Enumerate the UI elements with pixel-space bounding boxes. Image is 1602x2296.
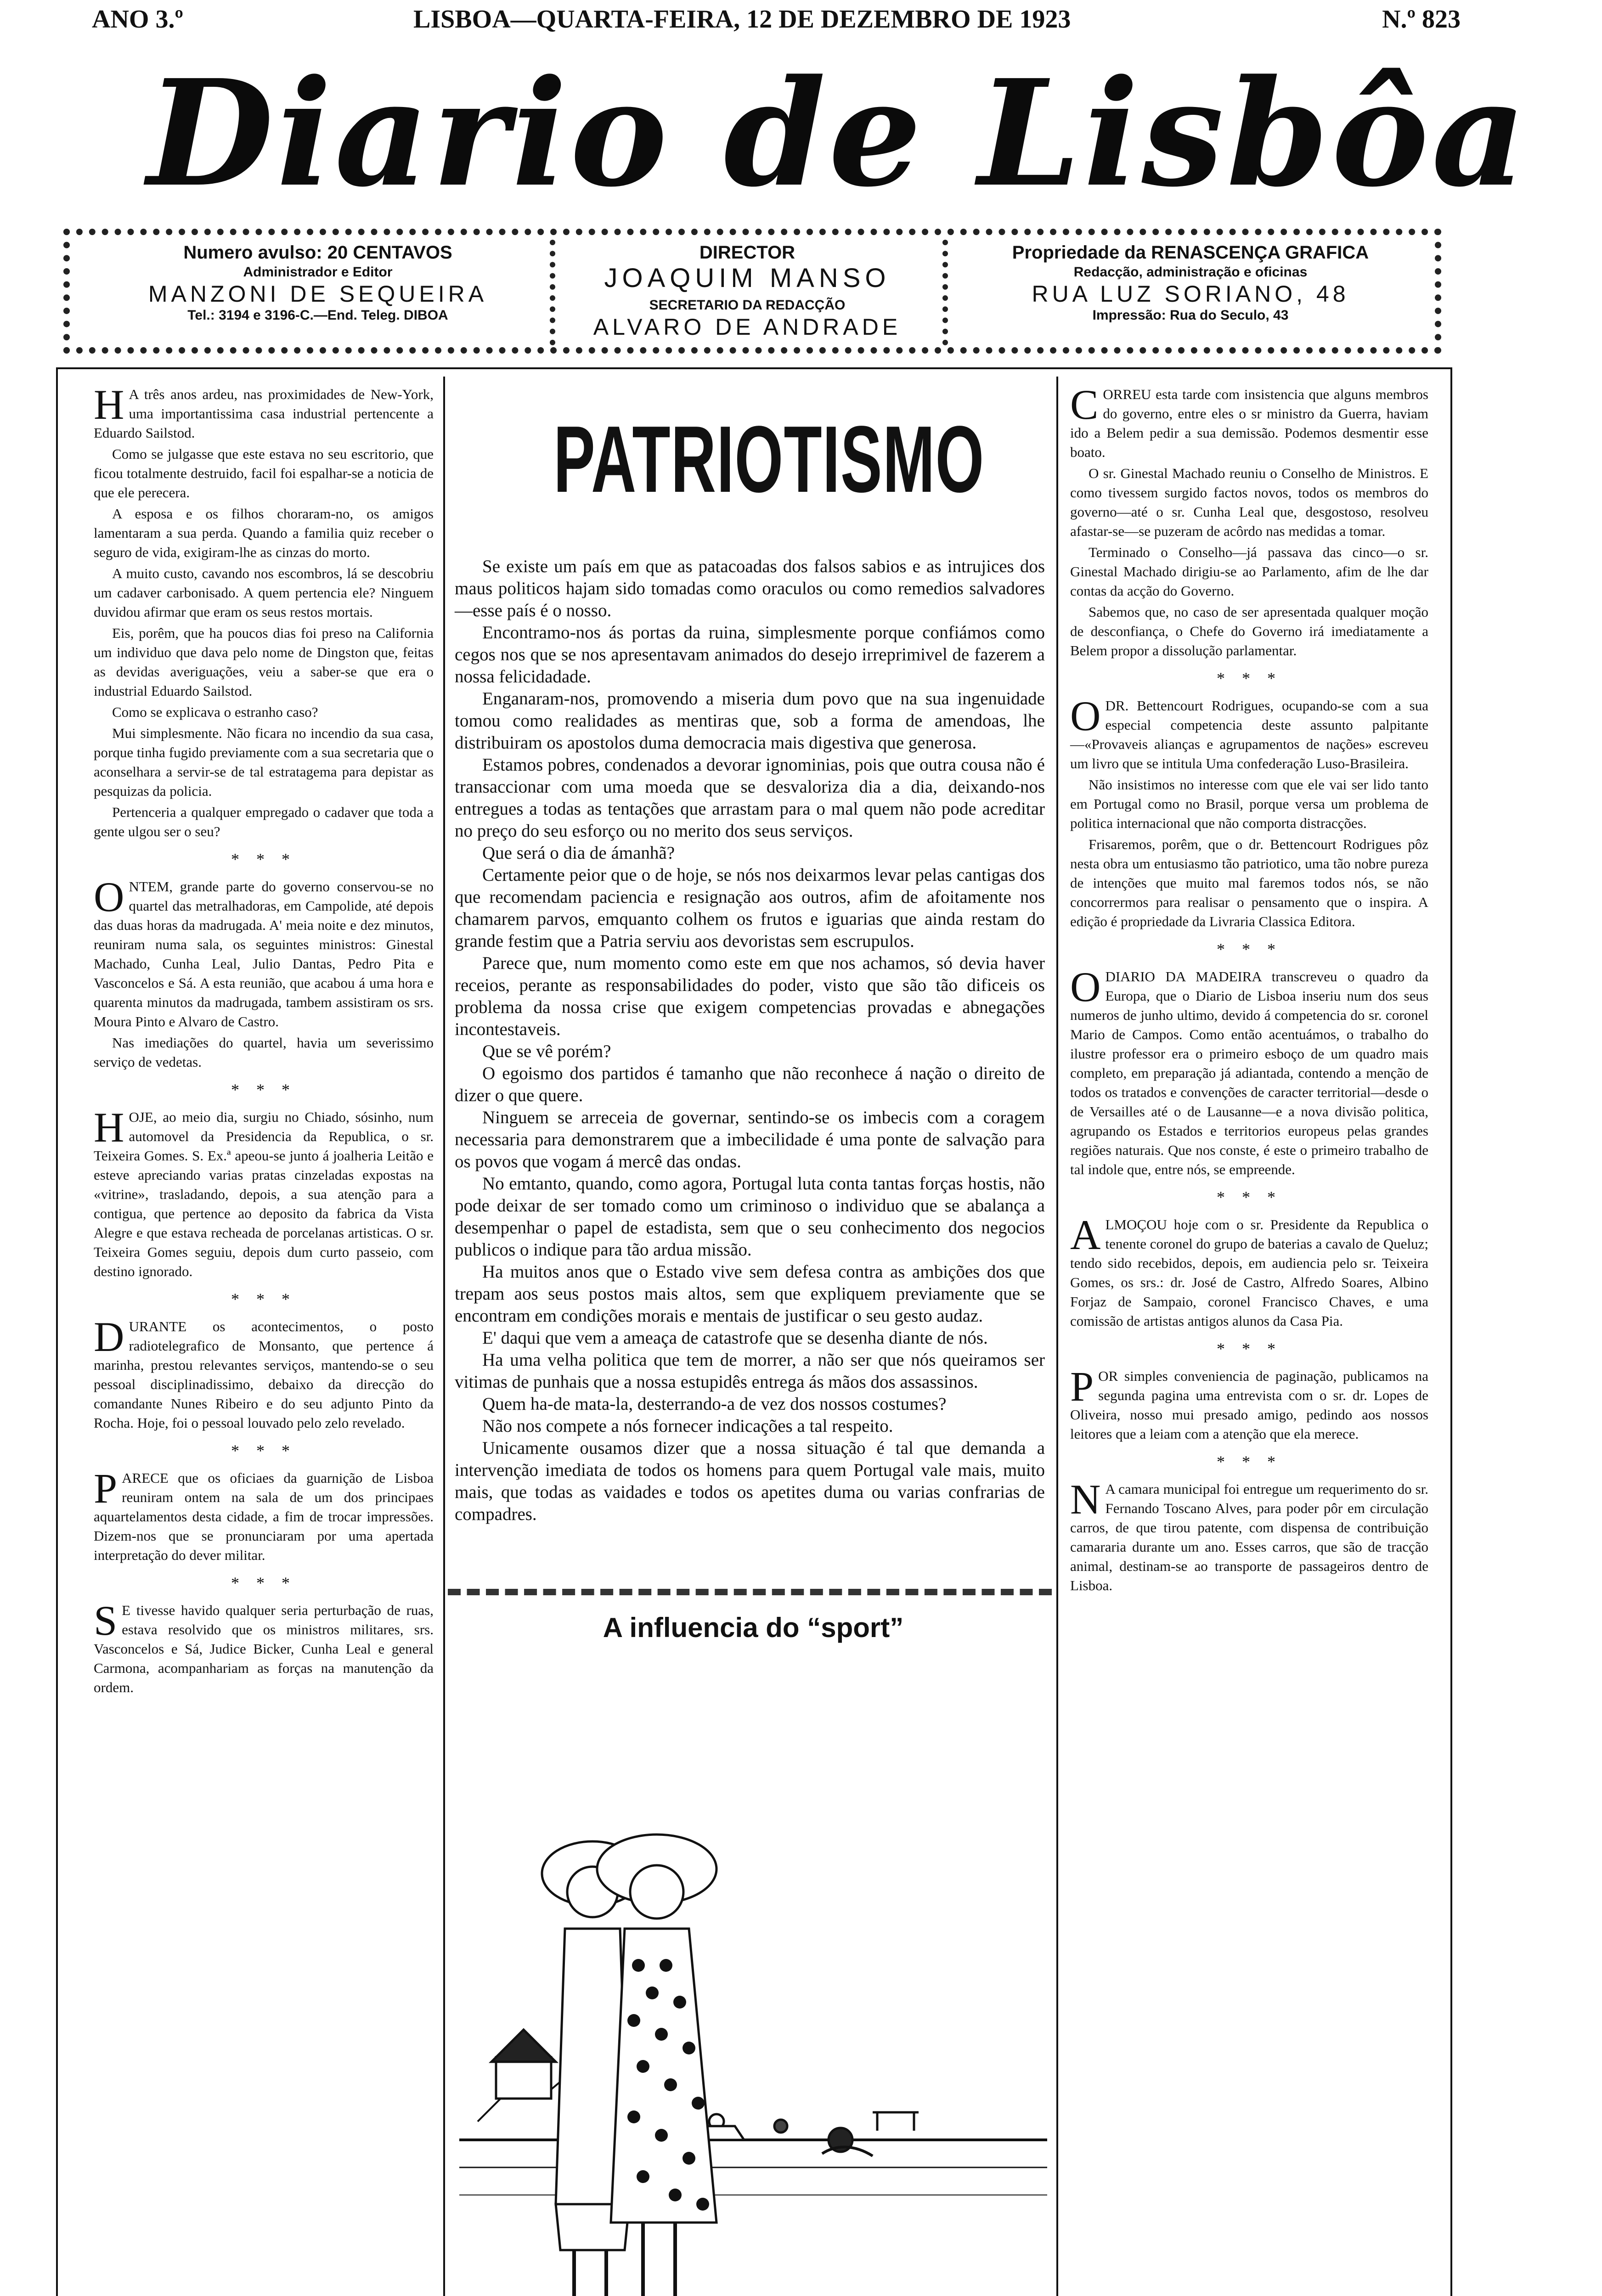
editorial-paragraph: Encontramo-nos ás portas da ruina, simplesmente porque confiámos como cegos nos que se nos apresentavam animados do desejo irreprimivel de fazerem a nossa felicidadade. (455, 623, 1045, 687)
news-item (1070, 1363, 1428, 1444)
frame-top (56, 367, 1452, 369)
news-item (1070, 963, 1428, 1179)
issue-number: N.º 823 (1382, 5, 1461, 34)
news-text: OR simples conveniencia de paginação, publicamos na segunda pagina uma entrevista com o sr. dr. Lopes de Oliveira, nosso mui presado amigo, pedindo aos nossos leitores que a leiam com a atenção que ela merece. (1070, 1368, 1428, 1442)
news-paragraph: Não insistimos no interesse com que ele vai ser lido tanto em Portugal como no Brasil, porque versa um problema de politica internacional que não comporta distracções. (1070, 777, 1428, 831)
news-paragraph: Terminado o Conselho—já passava das cinco—o sr. Ginestal Machado dirigiu-se ao Parlamento, afim de lhe dar contas da acção do Governo. (1070, 544, 1428, 599)
drop-cap: D (94, 1313, 124, 1360)
drop-cap: H (94, 381, 124, 428)
news-item (94, 1313, 434, 1433)
editorial-paragraph: No emtanto, quando, como agora, Portugal luta conta tantas forças hostis, não pode deixar de ser tomado como um criminoso o individuo que se abalança a desempenhar o papel de estadista, sem que o seu conhecimento dos negocios publicos o indique para tão ardua missão. (455, 1174, 1045, 1260)
news-item (94, 1465, 434, 1565)
editorial-paragraph: Estamos pobres, condenados a devorar ignominias, pois que outra cousa não é transaccionar com uma moeda que se desvaloriza dia a dia, deixando-nos entregues a todas as tentações que arrastam para o mal quem não pode acreditar no preço do seu esforço ou no merito dos seus serviços. (455, 755, 1045, 841)
editorial-paragraph: Ha uma velha politica que tem de morrer, a não ser que nós queiramos ser vitimas de punhais que a nossa estupidês entrega ás mãos dos assassinos. (455, 1350, 1045, 1392)
illustration-title: A influencia do “sport” (603, 1612, 904, 1643)
news-item (1070, 381, 1428, 462)
info-separator (550, 240, 555, 345)
news-paragraph: Nas imediações do quartel, havia um severissimo serviço de vedetas. (94, 1035, 434, 1070)
news-item (1070, 692, 1428, 773)
news-text: ARECE que os oficiaes da guarnição de Lisboa reuniram ontem na sala de um dos principaes aquartelamentos desta cidade, a fim de trocar impressões. Dizem-nos que se pronunciaram por uma apertada interpretação do dever militar. (94, 1470, 434, 1563)
drop-cap: S (94, 1597, 118, 1644)
masthead: Diario de Lisbôa (147, 47, 1529, 219)
news-item (94, 1104, 434, 1281)
section-stars: * * * (231, 1290, 296, 1308)
director-name: JOAQUIM MANSO (604, 263, 891, 293)
left-column (94, 381, 434, 1699)
editorial-paragraph: Ninguem se arreceia de governar, sentindo-se os imbecis com a coragem necessaria para demonstrarem que a imbecilidade é uma ponte de salvação para os povos que vogam á mercê das ondas. (455, 1108, 1045, 1171)
news-text: DIARIO DA MADEIRA transcreveu o quadro da Europa, que o Diario de Lisboa inseriu num dos seus numeros de junho ultimo, devido á competencia do sr. coronel Mario de Campos. Como então acentuámos, o trabalho do ilustre professor era o primeiro esboço de um quadro mais completo, em preparação já adiantada, contendo a menção de todos os tratados e convenções de caracter territorial—desde o de Versailles até o de Lausanne—e a nova divisão politica, agrupando os Estados e territorios europeus pelas grandes regiões naturais. Que nos conste, é este o primeiro trabalho de tal indole que, entre nós, se empreende. (1070, 968, 1428, 1177)
section-stars: * * * (1217, 1188, 1282, 1206)
year-label: ANO 3.º (92, 5, 183, 34)
drop-cap: O (94, 873, 124, 920)
drop-cap: A (1070, 1211, 1101, 1258)
info-right (956, 242, 1425, 346)
news-item (94, 873, 434, 1031)
address-label: RUA LUZ SORIANO, 48 (1032, 281, 1349, 307)
section-stars: * * * (1217, 669, 1282, 687)
editorial-paragraph: O egoismo dos partidos é tamanho que não reconhece á nação o direito de dizer o que quere. (455, 1064, 1045, 1105)
dateline: LISBOA—QUARTA-FEIRA, 12 DE DEZEMBRO DE 1923 (413, 5, 1071, 34)
column-rule (1056, 377, 1058, 2296)
drop-cap: C (1070, 381, 1099, 428)
news-item (94, 381, 434, 443)
drop-cap: O (1070, 963, 1101, 1010)
secretary-name: ALVARO DE ANDRADE (593, 314, 902, 340)
news-paragraph: O sr. Ginestal Machado reuniu o Conselho de Ministros. E como tivessem surgido factos novos, todos os membros do governo—até o sr. Cunha Leal que, desgostoso, resolveu afastar-se—se puzeram de acôrdo nas medidas a tomar. (1070, 465, 1428, 539)
column-rule (443, 377, 445, 2296)
news-paragraph: A muito custo, cavando nos escombros, lá se descobriu um cadaver carbonisado. A quem pertencia ele? Ninguem duvidou afirmar que eram os seus restos mortais. (94, 565, 434, 620)
editorial-paragraph: Que se vê porém? (482, 1041, 611, 1061)
news-text: A camara municipal foi entregue um requerimento do sr. Fernando Toscano Alves, para poder pôr em circulação carros, de que tirou patente, com dispensa de contribuição camararia durante um ano. Esses carros, que são de tracção animal, destinam-se ao transporte de passageiros dentro de Lisboa. (1070, 1481, 1428, 1593)
administrator-name: MANZONI DE SEQUEIRA (148, 281, 488, 307)
news-text: NTEM, grande parte do governo conservou-se no quartel das metralhadoras, em Campolide, até depois das duas horas da madrugada. A' meia noite e dez minutos, reuniram numa sala, os seguintes ministros: Ginestal Machado, Cunha Leal, Julio Dantas, Pedro Pita e Vasconcelos e Sá. A esta reunião, que acabou á uma hora e quarenta minutos da madrugada, tambem assistiram os srs. Moura Pinto e Alvaro de Castro. (94, 878, 434, 1030)
editorial-paragraph: Que será o dia de ámanhã? (482, 843, 675, 863)
top-line (92, 5, 1461, 37)
owner-label: Propriedade da RENASCENÇA GRAFICA (1012, 242, 1369, 263)
editorial-paragraph: Parece que, num momento como este em que nos achamos, só devia haver receios, perante as responsabilidades do poder, visto que são tão dificeis os problema da nossa crise que exigem competencias provadas e abnegações incontestaveis. (455, 953, 1045, 1039)
news-paragraph: Pertenceria a qualquer empregado o cadaver que toda a gente ulgou ser o seu? (94, 804, 434, 839)
editorial-paragraph: Certamente peior que o de hoje, se nós nos deixarmos levar pelas cantigas dos que recomendam paciencia e resignação aos outros, afim de afoitamente nos chamarem parvos, emquanto colhem os frutos e iguarias que ainda restam do grande festim que a Patria serviu aos devoristas sem escrupulos. (455, 865, 1045, 951)
right-column (1070, 381, 1428, 1597)
news-text: ORREU esta tarde com insistencia que alguns membros do governo, entre eles o sr ministro da Guerra, haviam ido a Belem pedir a sua demissão. Podemos desmentir esse boato. (1070, 386, 1428, 460)
beach-scene (459, 1835, 1047, 2296)
info-separator (942, 240, 948, 345)
news-paragraph: Frisaremos, porêm, que o dr. Bettencourt Rodrigues pôz nesta obra um entusiasmo tão patriotico, uma tão nobre pureza de intenções que muito mal faremos todos nós, se não concorrermos para realisar o pensamento que o inspira. A edição é propriedade da Livraria Classica Editora. (1070, 836, 1428, 929)
news-paragraph: A esposa e os filhos choraram-no, os amigos lamentaram a sua perda. Quando a familia quiz receber o seguro de vida, exigiram-lhe as cinzas do morto. (94, 506, 434, 560)
cartoon-illustration (459, 1653, 1047, 2296)
editorial-paragraph: Quem ha-de mata-la, desterrando-a de vez dos nossos costumes? (482, 1394, 947, 1414)
editorial-paragraph: E' daqui que vem a ameaça de catastrofe que se desenha diante de nós. (482, 1328, 988, 1348)
news-item (1070, 1211, 1428, 1331)
section-stars: * * * (231, 1080, 296, 1099)
drop-cap: N (1070, 1476, 1101, 1523)
news-paragraph: Sabemos que, no caso de ser apresentada qualquer moção de desconfiança, o Chefe do Governo irá imediatamente a Belem propor a dissolução parlamentar. (1070, 604, 1428, 658)
info-left (88, 242, 547, 346)
drop-cap: P (1070, 1363, 1094, 1410)
section-stars: * * * (1217, 1339, 1282, 1358)
price-label: Numero avulso: 20 CENTAVOS (183, 242, 452, 263)
section-stars: * * * (1217, 1452, 1282, 1471)
drop-cap: H (94, 1104, 124, 1151)
section-stars: * * * (231, 1574, 296, 1592)
print-address: Impressão: Rua do Seculo, 43 (1092, 308, 1289, 323)
news-paragraph: Como se julgasse que este estava no seu escritorio, que ficou totalmente destruido, facil foi espalhar-se a noticia de que ele perecera. (94, 446, 434, 501)
news-text: OJE, ao meio dia, surgiu no Chiado, sósinho, num automovel da Presidencia da Republica, o sr. Teixeira Gomes. S. Ex.ª apeou-se junto á joalheria Leitão e esteve apreciando varias pratas cinzeladas expostas na «vitrine», trasladando, depois, a sua atenção para a contigua, que pertence ao deposito da fabrica da Vista Alegre e que estava recheada de porcelanas artisticas. O sr. Teixeira Gomes seguiu, depois dum curto passeio, com destino ignorado. (94, 1109, 434, 1279)
section-stars: * * * (231, 850, 296, 868)
masthead-info-box (63, 229, 1441, 354)
drop-cap: P (94, 1465, 118, 1512)
phones-label: Tel.: 3194 e 3196-C.—End. Teleg. DIBOA (187, 308, 448, 323)
section-divider (448, 1589, 1052, 1595)
offices-label: Redacção, administração e oficinas (1073, 264, 1308, 280)
news-text: LMOÇOU hoje com o sr. Presidente da Republica o tenente coronel do grupo de baterias a cavalo de Queluz; tendo sido recebidos, depois, em audiencia pelo sr. Teixeira Gomes, os srs.: dr. José de Castro, Alfredo Soares, Albino Forjaz de Sampaio, coronel Francisco Chaves, e uma comissão de artistas antigos alunos da Casa Pia. (1070, 1216, 1428, 1329)
info-center (566, 242, 929, 346)
drop-cap: O (1070, 692, 1101, 739)
frame-right (1450, 367, 1452, 2296)
editorial-body (455, 556, 1045, 1525)
news-paragraph: Como se explicava o estranho caso? (112, 704, 318, 720)
director-role: DIRECTOR (699, 242, 795, 263)
news-text: A três anos ardeu, nas proximidades de New-York, uma importantissima casa industrial pertencente a Eduardo Sailstod. (94, 386, 434, 441)
editorial-title: PATRIOTISMO (553, 406, 985, 512)
news-item (94, 1597, 434, 1697)
editorial-paragraph: Ha muitos anos que o Estado vive sem defesa contra as ambições dos que trepam aos seus postos mais altos, sem que expliquem previamente que se encontram em condições morais e mentais de justificar o seu gesto audaz. (455, 1262, 1045, 1326)
editorial-paragraph: Se existe um país em que as patacoadas dos falsos sabios e as intrujices dos maus politicos hajam sido tomadas como oraculos ou como remedios salvadores—esse país é o nosso. (455, 557, 1045, 620)
news-paragraph: Eis, porêm, que ha poucos dias foi preso na California um individuo que dava pelo nome de Dingston que, feitas as devidas averiguações, veiu a saber-se que era o industrial Eduardo Sailstod. (94, 625, 434, 699)
section-stars: * * * (231, 1441, 296, 1460)
news-paragraph: Mui simplesmente. Não ficara no incendio da sua casa, porque tinha fugido previamente com a sua secretaria que o aconselhara a servir-se de tal estratagema para depistar as pesquizas da policia. (94, 725, 434, 799)
news-text: URANTE os acontecimentos, o posto radiotelegrafico de Monsanto, que pertence á marinha, prestou relevantes serviços, mantendo-se o seu pessoal disciplinadissimo, debaixo da direcção do comandante Nunes Ribeiro e do seu adjunto Pinto da Rocha. Hoje, foi o pessoal louvado pelo zelo revelado. (94, 1318, 434, 1431)
editorial-paragraph: Não nos compete a nós fornecer indicações a tal respeito. (482, 1416, 893, 1436)
news-text: E tivesse havido qualquer seria perturbação de ruas, estava resolvido que os ministros militares, srs. Vasconcelos e Sá, Judice Bicker, Cunha Leal e general Carmona, acompanhariam as forças na manutenção da ordem. (94, 1602, 434, 1695)
news-text: DR. Bettencourt Rodrigues, ocupando-se com a sua especial competencia deste assunto palpitante—«Provaveis alianças e agrupamentos de nações» escreveu um livro que se intitula Uma confederação Luso-Brasileira. (1070, 698, 1428, 771)
secretary-role: SECRETARIO DA REDACÇÃO (649, 298, 846, 313)
frame-left (56, 367, 58, 2296)
administrator-role: Administrador e Editor (243, 264, 393, 280)
editorial-paragraph: Enganaram-nos, promovendo a miseria dum povo que na sua ingenuidade tomou como realidades as mentiras que, sob a forma de amendoas, lhe distribuiram os apostolos duma democracia mais digestiva que generosa. (455, 689, 1045, 753)
editorial-paragraph: Unicamente ousamos dizer que a nossa situação é tal que demanda a intervenção imediata de todos os homens para quem Portugal vale mais, muito mais, que todas as vaidades e todos os apetites duma ou varias confrarias de compadres. (455, 1438, 1045, 1524)
section-stars: * * * (1217, 940, 1282, 958)
news-item (1070, 1476, 1428, 1595)
